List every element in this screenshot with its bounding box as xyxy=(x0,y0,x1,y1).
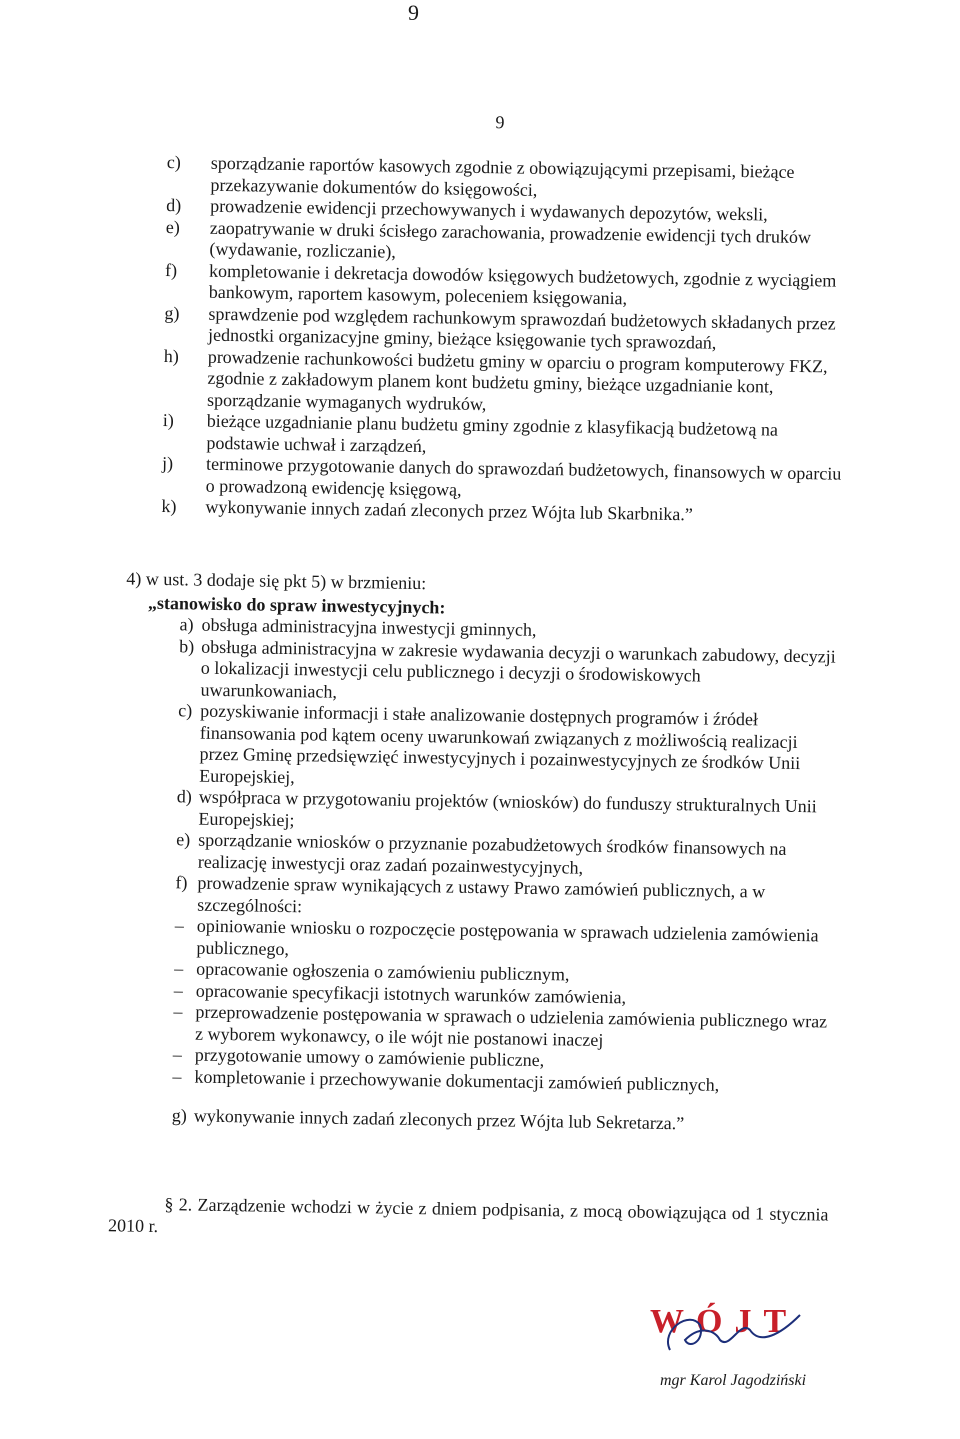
list-item: j) terminowe przygotowanie danych do sprawozdań budżetowych, finansowych w oparciu o prowadzoną ewidencję księgową, xyxy=(161,452,842,500)
dash-item: – kompletowanie i przechowywanie dokumentacji zamówień publicznych, xyxy=(172,1066,832,1098)
signature-stamp xyxy=(630,1290,830,1400)
list-item: i) bieżące uzgadnianie planu budżetu gminy zgodnie z klasyfikacją budżetową na podstawie uchwał i zarządzeń, xyxy=(162,409,779,456)
duties-list-2 xyxy=(172,614,840,1137)
stamp-title: WÓJT xyxy=(650,1303,799,1340)
page-number: 9 xyxy=(495,112,505,133)
section-mark: § 2. xyxy=(164,1194,193,1215)
list-item: f) kompletowanie i dekretacja dowodów księgowych budżetowych, zgodnie z wyciągiem bankowym, raportem kasowym, poleceniem księgowania, xyxy=(164,259,837,309)
dash-list xyxy=(172,915,835,1097)
dash-item: – opracowanie ogłoszenia o zamówieniu publicznym, xyxy=(174,958,834,990)
list-item: c) pozyskiwanie informacji i stałe analizowanie dostępnych programów i źródeł finansowania pod kątem oceny uwarunkowań związanych z możliwością realizacji przez Gminę przedsięwzięć inwestycyjnych i pozainwestycyjnych ze środków Unii Europejskiej, xyxy=(178,700,801,787)
list-item: d) współpraca w przygotowaniu projektów (wniosków) do funduszy strukturalnych Unii Europejskiej; xyxy=(176,786,817,830)
position-heading: „stanowisko do spraw inwestycyjnych: xyxy=(147,592,446,618)
list-item: e) sporządzanie wniosków o przyznanie pozabudżetowych środków finansowych na realizację inwestycji oraz zadań pozainwestycyjnych, xyxy=(176,829,787,878)
list-item: d) prowadzenie ewidencji przechowywanych i wydawanych depozytów, weksli, xyxy=(166,195,768,225)
dash-item: – opiniowanie wniosku o rozpoczęcie postępowania w sprawach udzielenia zamówienia publicznego, xyxy=(174,915,835,968)
list-item: h) prowadzenie rachunkowości budżetu gminy w oparciu o program komputerowy FKZ, zgodnie z zakładowym planem kont budżetu gminy, bieżące uzgadnianie kont, sporządzanie wymaganych wydruków, xyxy=(163,345,828,414)
list-item: k) wykonywanie innych zadań zleconych przez Wójta lub Skarbnika.” xyxy=(161,495,694,525)
page-number-top: 9 xyxy=(408,0,419,25)
list-item: g) sprawdzenie pod względem rachunkowym sprawozdań budżetowych składanych przez jednostki organizacyjne gminy, bieżące księgowanie tych sprawozdań, xyxy=(164,302,836,353)
dash-item: – przeprowadzenie postępowania w sprawach o udzielenia zamówienia publicznego wraz z wyborem wykonawcy, o ile wójt nie postanowi inaczej xyxy=(173,1001,834,1054)
list-item: e) zaopatrywanie w druki ścisłego zarachowania, prowadzenie ewidencji tych druków (wydawanie, rozliczanie), xyxy=(165,216,812,262)
stamp-name: mgr Karol Jagodziński xyxy=(660,1372,807,1389)
list-item: b) obsługa administracyjna w zakresie wydawania decyzji o warunkach zabudowy, decyzji o lokalizacji inwestycji celu publicznego i decyzji o środowiskowych uwarunkowaniach, xyxy=(179,635,836,702)
dash-item: – opracowanie specyfikacji istotnych warunków zamówienia, xyxy=(174,980,834,1012)
duties-list-1 xyxy=(161,152,857,528)
section-text: Zarządzenie wchodzi w życie z dniem podpisania, z mocą obowiązująca od 1 stycznia 2010 r. xyxy=(107,1194,829,1237)
dash-item: – przygotowanie umowy o zamówienie publiczne, xyxy=(173,1044,833,1076)
amendment-line: 4) w ust. 3 dodaje się pkt 5) w brzmieniu: xyxy=(126,568,427,594)
section-paragraph xyxy=(108,1192,829,1247)
list-item: f) prowadzenie spraw wynikających z ustawy Prawo zamówień publicznych, a w szczególności: xyxy=(175,872,766,916)
list-item: c) sporządzanie raportów kasowych zgodnie z obowiązującymi przepisami, bieżące przekazywanie dokumentów do księgowości, xyxy=(166,152,795,200)
list-item: g) wykonywanie innych zadań zleconych przez Wójta lub Sekretarza.” xyxy=(171,1105,685,1134)
list-item: a) obsługa administracyjna inwestycji gminnych, xyxy=(179,614,537,640)
